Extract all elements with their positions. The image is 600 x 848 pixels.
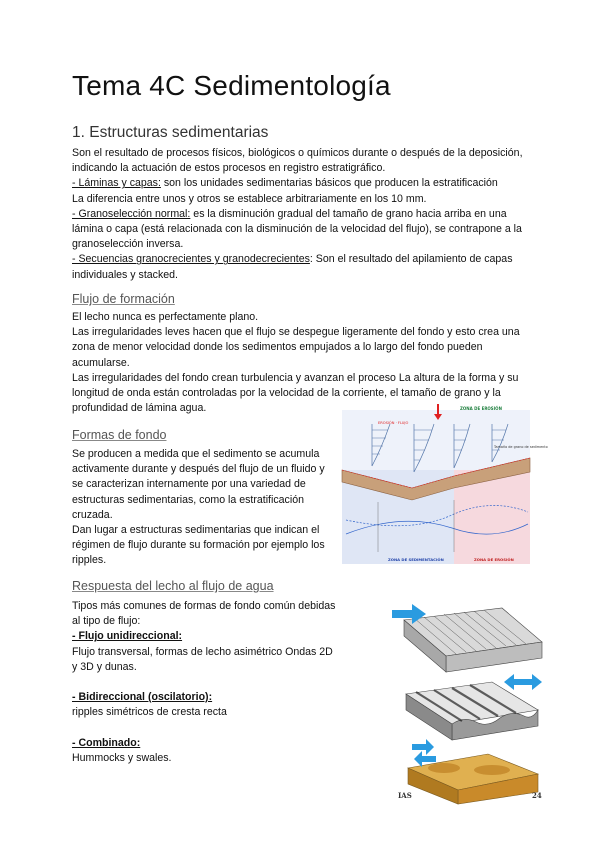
flujo-p1: El lecho nunca es perfectamente plano. [72,311,259,323]
secuencias-text: : Son el resultado del apilamiento de capas individuales y stacked. [72,253,513,281]
laminas-text: son los unidades sedimentarias básicos que producen la estratificación [160,177,498,190]
bidireccional-text: ripples simétricos de cresta recta [72,706,227,719]
combinado-text: Hummocks y swales. [72,752,172,765]
zona-erosion-label: ZONA DE EROSIÓN [474,557,514,562]
oscillatory-block [406,682,538,740]
formas-p2: Dan lugar a estructuras sedimentarias que indican el régimen de flujo durante su formación por ejemplo los ripples. [72,524,325,567]
unidireccional-term: - Flujo unidireccional: [72,630,183,643]
formas-p1: Se producen a medida que el sedimento se acumula activamente durante y después del flujo de un fluido y se caracterizan internamente por una variedad de estructuras sedimentarias, como la estratificación cruzada. [72,448,325,521]
flow-zones-diagram [342,402,548,564]
heading-flujo-formacion: Flujo de formación [72,292,175,306]
respuesta-body [72,599,338,766]
secuencias-term: - Secuencias granocrecientes y granodecrecientes [72,253,310,266]
granoseleccion-term: - Granoselección normal: [72,207,191,220]
flujo-p3: Las irregularidades del fondo crean turbulencia y avanzan el proceso La altura de la forma y su longitud de onda están controladas por la velocidad de la corriente, el tamaño de grano y la profundidad de lámina agua. [72,371,519,415]
grain-size-label: Tamaño de grano de sedimento [494,445,548,449]
section1-body [72,146,530,283]
zona-sedimentacion-label: ZONA DE SEDIMENTACIÓN [388,557,444,562]
bidireccional-term: - Bidireccional (oscilatorio): [72,691,213,704]
intro-text: Son el resultado de procesos físicos, biológicos o químicos durante o después de la deposición, indicando la actuación de estos procesos en registro estratigráfico. [72,147,523,175]
laminas-text2: La diferencia entre unos y otros se establece arbitrariamente en los 10 mm. [72,192,427,205]
flujo-body [72,310,530,416]
formas-body [72,447,334,569]
bedform-blocks-diagram [392,598,550,804]
page-title: Tema 4C Sedimentología [72,70,391,101]
unidireccional-text: Flujo transversal, formas de lecho asimétrico Ondas 2D y 3D y dunas. [72,645,333,673]
granoseleccion-text: es la disminución gradual del tamaño de grano hacia arriba en una lámina o capa (está relacionada con la disminución de la velocidad del flujo), se contrapone a la granoselección inversa. [72,207,522,251]
unidirectional-block [404,608,542,672]
combinado-term: - Combinado: [72,736,141,749]
section-heading-estructuras: 1. Estructuras sedimentarias [72,124,269,141]
top-flow-label: EROSIÓN · FLUJO [378,421,409,425]
bidirectional-arrow-icon [504,674,542,690]
figure2-label-left: IAS [398,791,412,800]
flujo-p2: Las irregularidades leves hacen que el flujo se despegue ligeramente del fondo y esto crea una zona de menor velocidad donde los sedimentos empujados a lo largo del fondo pueden acumularse. [72,326,520,369]
respuesta-intro: Tipos más comunes de formas de fondo común debidas al tipo de flujo: [72,600,336,628]
laminas-term: - Láminas y capas: [72,177,161,190]
zona-erosion-top-label: ZONA DE EROSIÓN [460,406,502,411]
combined-arrows-icon [412,739,436,767]
heading-formas-fondo: Formas de fondo [72,428,167,442]
heading-respuesta-lecho: Respuesta del lecho al flujo de agua [72,579,274,593]
figure2-label-right: 24 [532,791,542,800]
